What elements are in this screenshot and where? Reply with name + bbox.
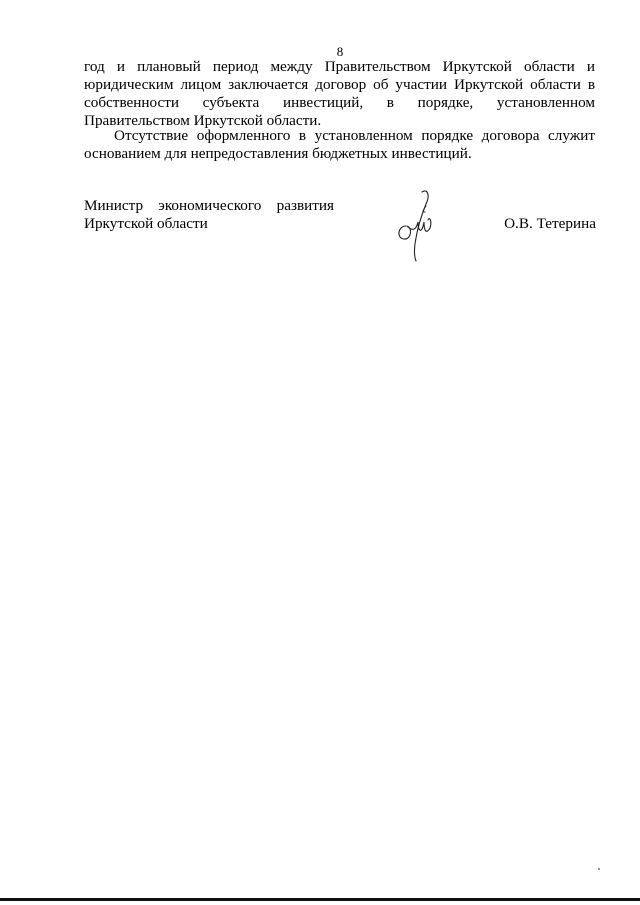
paragraph-line: основанием для непредоставления бюджетных инвестиций.: [84, 145, 472, 162]
signatory-position-line: Министр экономического развития: [84, 197, 334, 214]
handwritten-signature: [392, 186, 442, 264]
paragraph-line: Отсутствие оформленного в установленном порядке договора служит: [114, 127, 595, 144]
paragraph-1: [84, 58, 595, 130]
scan-speck: [598, 868, 600, 870]
paragraph-line: юридическим лицом заключается договор об участии Иркутской области в: [84, 76, 595, 93]
signatory-name: О.В. Тетерина: [504, 215, 596, 232]
paragraph-2: [84, 127, 595, 163]
paragraph-line: собственности субъекта инвестиций, в порядке, установленном: [84, 94, 595, 111]
paragraph-line: Правительством Иркутской области.: [84, 112, 322, 129]
signatory-position-line: Иркутской области: [84, 215, 208, 232]
signatory-position: [84, 197, 334, 233]
page-bottom-edge: [0, 898, 640, 901]
paragraph-line: год и плановый период между Правительством Иркутской области и: [84, 58, 595, 75]
page-number: 8: [336, 44, 344, 59]
